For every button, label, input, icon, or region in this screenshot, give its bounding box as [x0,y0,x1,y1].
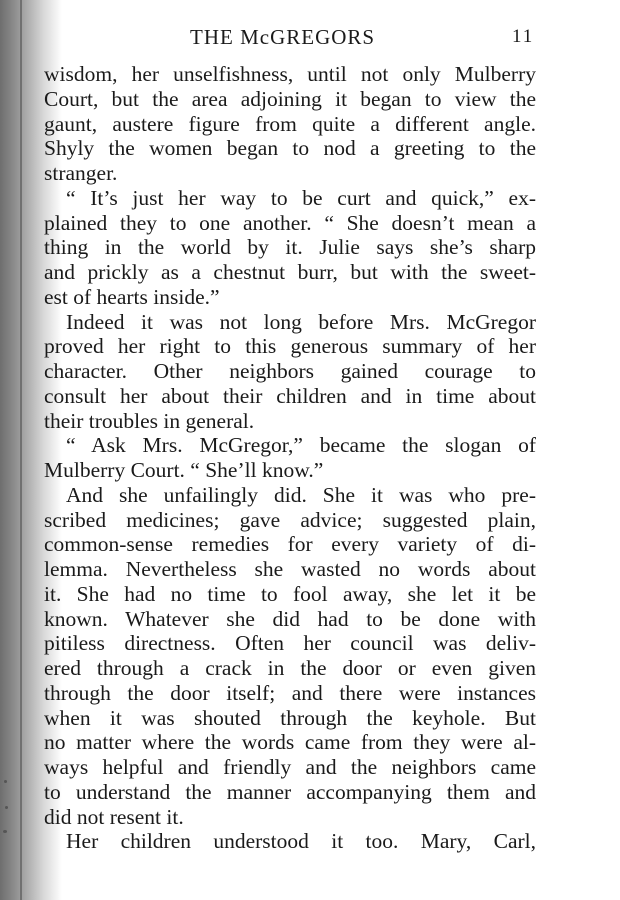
body-text [44,62,536,854]
text-line: lemma. Nevertheless she wasted no words about [44,557,536,581]
text-line: Court, but the area adjoining it began to view the [44,86,536,111]
text-line: thing in the world by it. Julie says she’s sharp [44,235,536,260]
text-line: ered through a crack in the door or even given [44,656,536,680]
text-line: no matter where the words came from they were al- [44,730,536,755]
text-line: consult her about their children and in time about [44,383,536,408]
text-line: “ Ask Mrs. McGregor,” became the slogan of [66,433,536,458]
text-line: and prickly as a chestnut burr, but with the sweet- [44,260,536,284]
text-line: plained they to one another. “ She doesn’t mean a [44,210,536,235]
text-line: Indeed it was not long before Mrs. McGregor [66,309,536,334]
text-line: through the door itself; and there were instances [44,680,536,705]
paper-speck [5,806,8,809]
text-line: “ It’s just her way to be curt and quick,” ex- [66,185,536,210]
text-line: Shyly the women began to nod a greeting to the [44,136,536,161]
text-line: And she unfailingly did. She it was who pre- [66,482,536,507]
text-line: common-sense remedies for every variety of di- [44,532,536,557]
text-line: proved her right to this generous summary of her [44,334,536,359]
text-line: ways helpful and friendly and the neighbors came [44,755,536,779]
text-line: known. Whatever she did had to be done with [44,606,536,631]
page-gutter-edge [20,0,22,900]
text-line: Her children understood it too. Mary, Carl, [66,829,536,854]
text-line: pitiless directness. Often her council was deliv- [44,631,536,656]
text-line: gaunt, austere figure from quite a different angle. [44,111,536,136]
text-line: did not resent it. [44,804,184,829]
running-head-title: THE McGREGORS [190,25,376,49]
text-line: wisdom, her unselfishness, until not only Mulberry [44,62,536,86]
text-line: to understand the manner accompanying them and [44,779,536,804]
text-line: stranger. [44,161,118,185]
text-line: when it was shouted through the keyhole. But [44,705,536,730]
running-head [0,22,620,52]
paper-speck [3,830,7,833]
text-line: Mulberry Court. “ She’ll know.” [44,458,324,482]
text-line: est of hearts inside.” [44,284,220,309]
paper-speck [4,780,7,783]
text-line: character. Other neighbors gained courage to [44,359,536,383]
text-line: it. She had no time to fool away, she let it be [44,581,536,606]
text-line: their troubles in general. [44,408,255,433]
page-number: 11 [512,26,535,47]
text-line: scribed medicines; gave advice; suggested plain, [44,507,536,532]
